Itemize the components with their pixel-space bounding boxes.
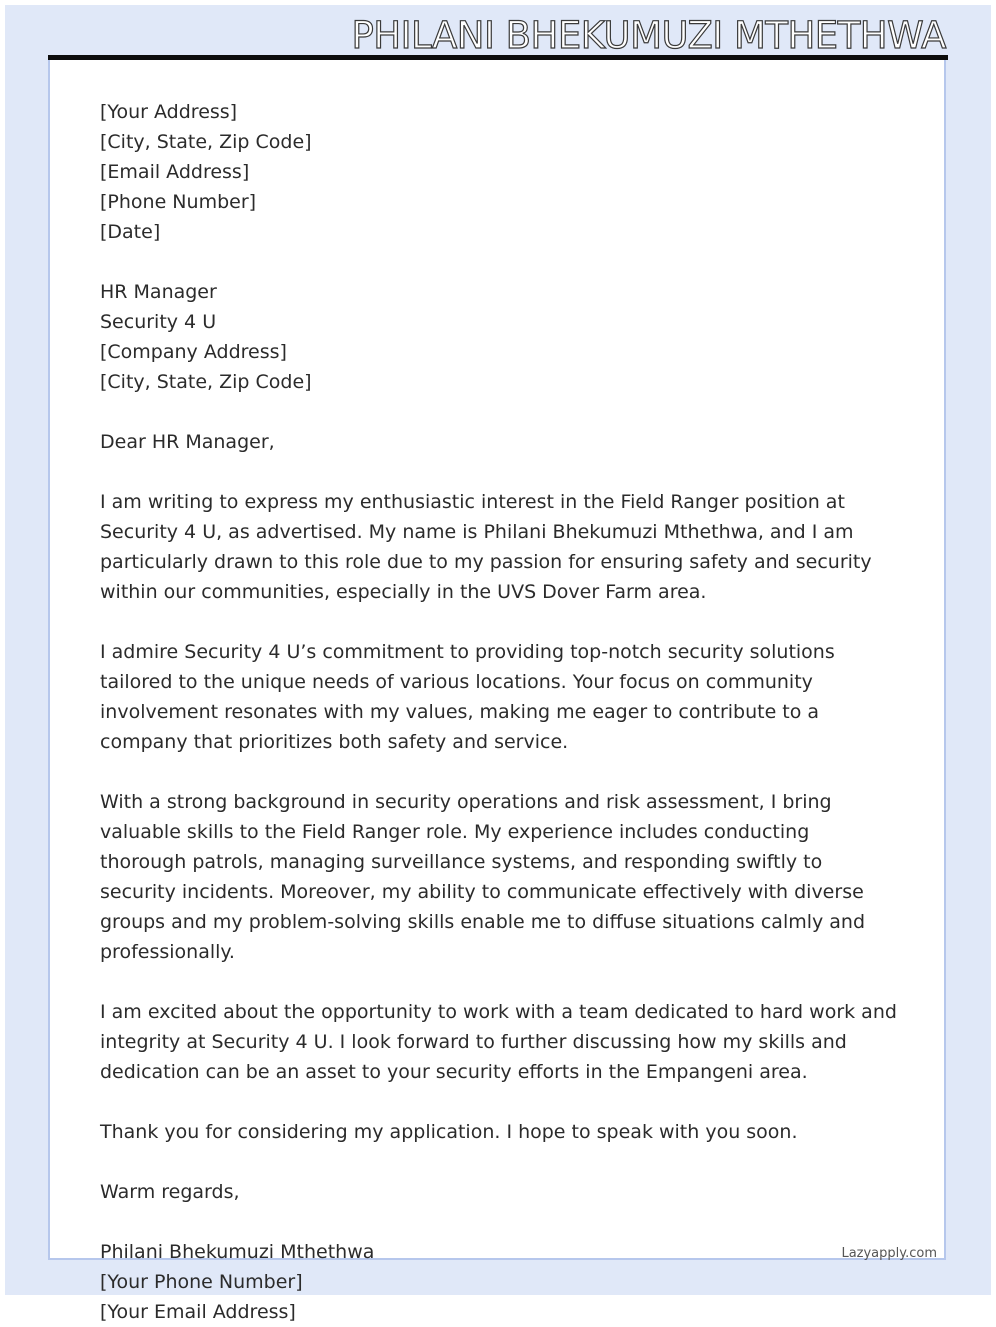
body-paragraph: I am excited about the opportunity to work with a team dedicated to hard work and integrity at Security 4 U. I look forward to further discussing how my skills and dedication can be an asset to your security efforts in the Empangeni area. — [100, 1001, 897, 1083]
letter-date: [Date] — [100, 221, 161, 243]
sender-block — [100, 97, 900, 247]
signature-block — [100, 1237, 900, 1327]
applicant-name-title: PHILANI BHEKUMUZI MTHETHWA — [351, 14, 946, 57]
recipient-company: Security 4 U — [100, 311, 217, 333]
body-paragraph: Thank you for considering my application. I hope to speak with you soon. — [100, 1121, 798, 1143]
sender-email: [Email Address] — [100, 161, 250, 183]
recipient-city-state-zip: [City, State, Zip Code] — [100, 371, 312, 393]
signature-phone: [Your Phone Number] — [100, 1271, 303, 1293]
body-paragraph: I admire Security 4 U’s commitment to providing top-notch security solutions tailored to the unique needs of various locations. Your focus on community involvement resonates with my values, making me eager to contribute to a company that prioritizes both safety and service. — [100, 641, 835, 753]
recipient-address: [Company Address] — [100, 341, 287, 363]
closing: Warm regards, — [100, 1181, 240, 1203]
sender-address: [Your Address] — [100, 101, 238, 123]
recipient-block — [100, 277, 900, 397]
cover-letter — [100, 97, 900, 1327]
recipient-title: HR Manager — [100, 281, 217, 303]
signature-name: Philani Bhekumuzi Mthethwa — [100, 1241, 375, 1263]
salutation: Dear HR Manager, — [100, 431, 275, 453]
body-paragraph: With a strong background in security operations and risk assessment, I bring valuable skills to the Field Ranger role. My experience includes conducting thorough patrols, managing surveillance systems, and responding swiftly to security incidents. Moreover, my ability to communicate effectively with diverse groups and my problem-solving skills enable me to diffuse situations calmly and professionally. — [100, 791, 866, 963]
signature-email: [Your Email Address] — [100, 1301, 296, 1323]
sender-city-state-zip: [City, State, Zip Code] — [100, 131, 312, 153]
sender-phone: [Phone Number] — [100, 191, 257, 213]
body-paragraph: I am writing to express my enthusiastic interest in the Field Ranger position at Security 4 U, as advertised. My name is Philani Bhekumuzi Mthethwa, and I am particularly drawn to this role due to my passion for ensuring safety and security within our communities, especially in the UVS Dover Farm area. — [100, 491, 872, 603]
watermark: Lazyapply.com — [841, 1246, 937, 1261]
